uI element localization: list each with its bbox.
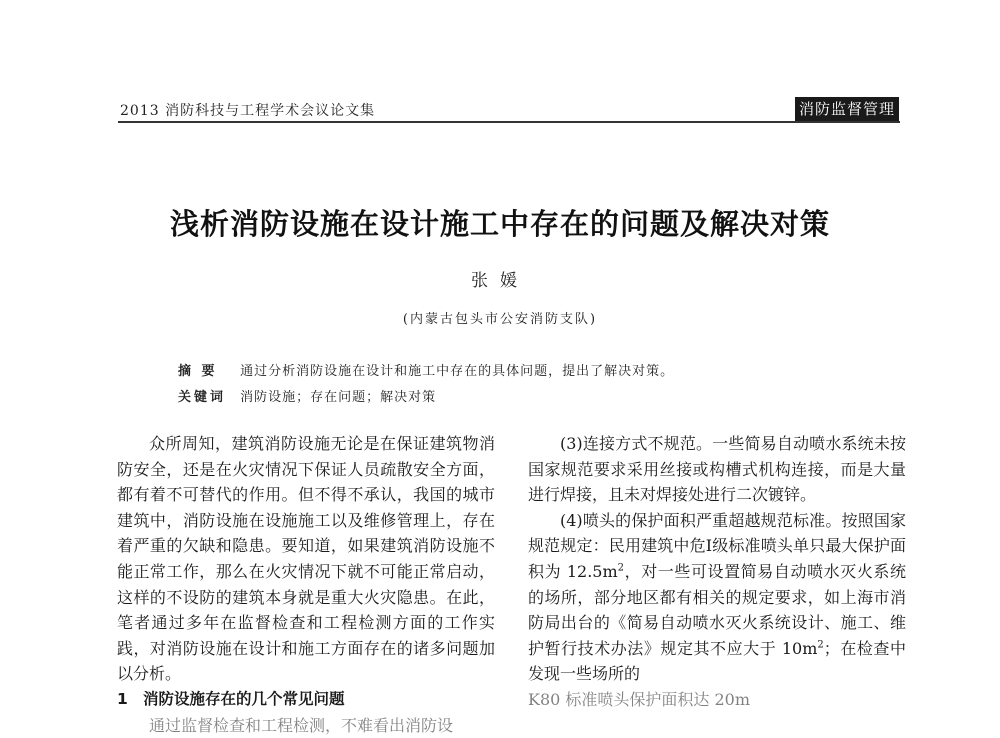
superscript-squared: 2 — [817, 639, 824, 651]
item-4-text-part1: (4)喷头的保护面积严重超越规范标准。按照国家规范规定：民用建筑中危Ⅰ级标准喷头单只最大保护面积为 12.5m — [528, 510, 906, 581]
item-4-text-part2: ，对一些可设置简易自动喷水灭火系统的场所，部分地区都有相关的规定要求，如上海市消防局出台的《简易自动喷水灭火系统设计、施工、维护暂行技术办法》规定其不应大于 10m — [528, 561, 906, 658]
section-title: 消防设施存在的几个常见问题 — [143, 689, 345, 708]
item-4-text-part3: ；在检查中发现一些场所的 — [528, 638, 906, 684]
right-column — [528, 431, 906, 713]
keywords-text: 消防设施；存在问题；解决对策 — [240, 390, 437, 405]
running-header-journal: 2013 消防科技与工程学术会议论文集 — [120, 103, 376, 119]
intro-paragraph: 众所周知，建筑消防设施无论是在保证建筑物消防安全，还是在火灾情况下保证人员疏散安全方面，都有着不可替代的作用。但不得不承认，我国的城市建筑中，消防设施在设施施工以及维修管理上，存在着严重的欠缺和隐患。要知道，如果建筑消防设施不能正常工作，那么在火灾情况下就不可能正常启动，这样的不设防的建筑本身就是重大火灾隐患。在此，笔者通过多年在监督检查和工程检测方面的工作实践，对消防设施在设计和施工方面存在的诸多问题加以分析。 — [117, 434, 495, 684]
item-3-paragraph: (3)连接方式不规范。一些简易自动喷水系统未按国家规范要求采用丝接或构槽式机构连接，而是大量进行焊接，且未对焊接处进行二次镀锌。 — [528, 434, 906, 505]
abstract-label: 摘 要 — [178, 364, 218, 379]
running-header-section-badge: 消防监督管理 — [795, 97, 899, 121]
left-column — [117, 431, 495, 738]
cutoff-paragraph: K80 标准喷头保护面积达 20m — [528, 689, 751, 709]
header-rule — [118, 121, 900, 123]
abstract-text: 通过分析消防设施在设计和施工中存在的具体问题，提出了解决对策。 — [240, 364, 675, 379]
cutoff-paragraph: 通过监督检查和工程检测，不难看出消防设 — [149, 715, 454, 735]
keywords-label: 关键词 — [178, 390, 227, 405]
section-number: 1 — [117, 689, 128, 708]
item-4-paragraph — [528, 508, 906, 687]
author-affiliation: (内蒙古包头市公安消防支队) — [402, 312, 598, 327]
article-title: 浅析消防设施在设计施工中存在的问题及解决对策 — [169, 207, 830, 241]
keywords-row — [178, 386, 436, 405]
superscript-squared: 2 — [617, 562, 625, 574]
section-heading — [117, 687, 495, 713]
abstract-row — [178, 360, 674, 379]
author-name: 张媛 — [471, 271, 529, 291]
